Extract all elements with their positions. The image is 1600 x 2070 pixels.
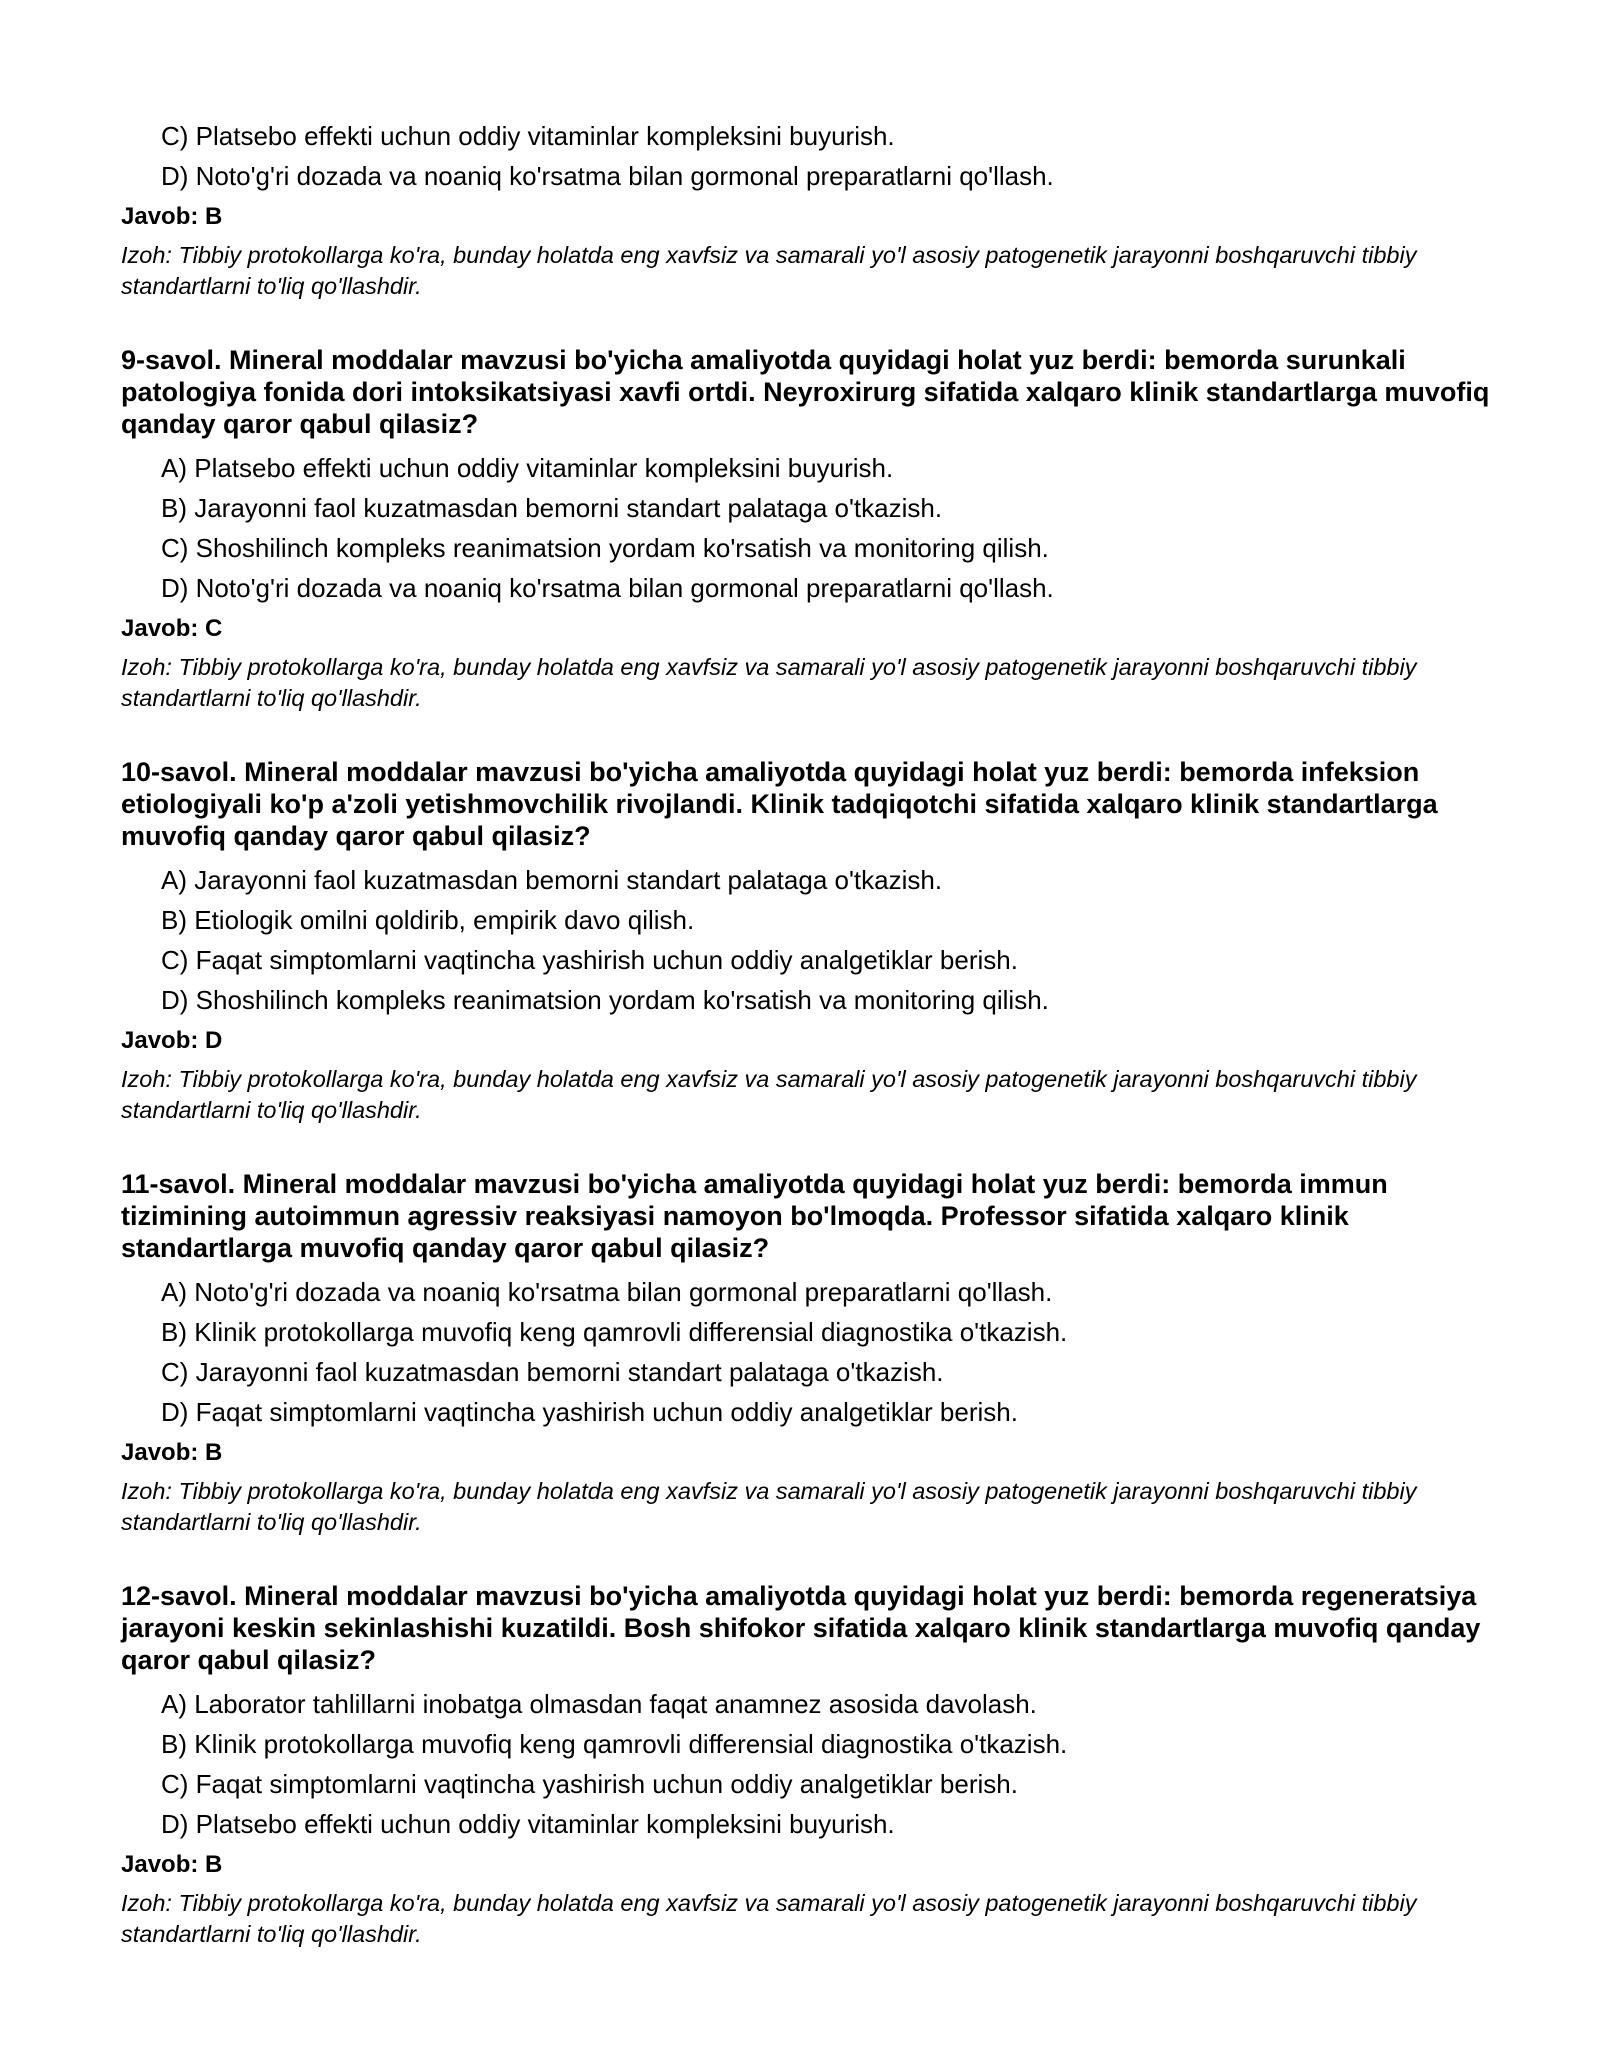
option-c: C) Shoshilinch kompleks reanimatsion yordam ko'rsatish va monitoring qilish.: [161, 533, 1049, 563]
explanation-note: Izoh: Tibbiy protokollarga ko'ra, bunday holatda eng xavfsiz va samarali yo'l asosiy patogenetik jarayonni boshqaruvchi tibbiy standartlarni to'liq qo'llashdir.: [121, 1478, 1417, 1535]
question-8-continuation: [121, 116, 1491, 302]
option-a: A) Noto'g'ri dozada va noaniq ko'rsatma bilan gormonal preparatlarni qo'llash.: [161, 1277, 1053, 1307]
question-title: 12-savol. Mineral moddalar mavzusi bo'yicha amaliyotda quyidagi holat yuz berdi: bemorda regeneratsiya jarayoni keskin sekinlashishi kuzatildi. Bosh shifokor sifatida xalqaro klinik standartlarga muvofiq qanday qaror qabul qilasiz?: [121, 1581, 1481, 1675]
option-d: D) Platsebo effekti uchun oddiy vitaminlar kompleksini buyurish.: [161, 1809, 895, 1839]
option-d: D) Faqat simptomlarni vaqtincha yashirish uchun oddiy analgetiklar berish.: [161, 1397, 1018, 1427]
answer-label: Javob: D: [121, 1027, 223, 1054]
question-title: 10-savol. Mineral moddalar mavzusi bo'yicha amaliyotda quyidagi holat yuz berdi: bemorda infeksion etiologiyali ko'p a'zoli yetishmovchilik rivojlandi. Klinik tadqiqotchi sifatida xalqaro klinik standartlarga muvofiq qanday qaror qabul qilasiz?: [121, 757, 1438, 851]
question-12: [121, 1580, 1491, 1950]
question-title: 9-savol. Mineral moddalar mavzusi bo'yicha amaliyotda quyidagi holat yuz berdi: bemorda surunkali patologiya fonida dori intoksikatsiyasi xavfi ortdi. Neyroxirurg sifatida xalqaro klinik standartlarga muvofiq qanday qaror qabul qilasiz?: [121, 345, 1490, 439]
question-10: [121, 756, 1491, 1126]
option-d: D) Shoshilinch kompleks reanimatsion yordam ko'rsatish va monitoring qilish.: [161, 985, 1049, 1015]
option-list: [121, 860, 1491, 1020]
option-c: C) Faqat simptomlarni vaqtincha yashirish uchun oddiy analgetiklar berish.: [161, 1769, 1018, 1799]
question-title: 11-savol. Mineral moddalar mavzusi bo'yicha amaliyotda quyidagi holat yuz berdi: bemorda immun tizimining autoimmun agressiv reaksiyasi namoyon bo'lmoqda. Professor sifatida xalqaro klinik standartlarga muvofiq qanday qaror qabul qilasiz?: [121, 1169, 1388, 1263]
option-list: [121, 116, 1491, 196]
explanation-note: Izoh: Tibbiy protokollarga ko'ra, bunday holatda eng xavfsiz va samarali yo'l asosiy patogenetik jarayonni boshqaruvchi tibbiy standartlarni to'liq qo'llashdir.: [121, 1890, 1417, 1947]
option-c: C) Jarayonni faol kuzatmasdan bemorni standart palataga o'tkazish.: [161, 1357, 944, 1387]
option-list: [121, 448, 1491, 608]
answer-label: Javob: B: [121, 1851, 223, 1878]
question-11: [121, 1168, 1491, 1538]
option-list: [121, 1684, 1491, 1844]
option-b: B) Jarayonni faol kuzatmasdan bemorni standart palataga o'tkazish.: [161, 493, 943, 523]
option-c: C) Platsebo effekti uchun oddiy vitaminlar kompleksini buyurish.: [161, 121, 895, 151]
option-a: A) Jarayonni faol kuzatmasdan bemorni standart palataga o'tkazish.: [161, 865, 943, 895]
explanation-note: Izoh: Tibbiy protokollarga ko'ra, bunday holatda eng xavfsiz va samarali yo'l asosiy patogenetik jarayonni boshqaruvchi tibbiy standartlarni to'liq qo'llashdir.: [121, 242, 1417, 299]
answer-label: Javob: B: [121, 1439, 223, 1466]
option-b: B) Klinik protokollarga muvofiq keng qamrovli differensial diagnostika o'tkazish.: [161, 1729, 1068, 1759]
question-9: [121, 344, 1491, 714]
explanation-note: Izoh: Tibbiy protokollarga ko'ra, bunday holatda eng xavfsiz va samarali yo'l asosiy patogenetik jarayonni boshqaruvchi tibbiy standartlarni to'liq qo'llashdir.: [121, 654, 1417, 711]
option-b: B) Klinik protokollarga muvofiq keng qamrovli differensial diagnostika o'tkazish.: [161, 1317, 1068, 1347]
option-a: A) Laborator tahlillarni inobatga olmasdan faqat anamnez asosida davolash.: [161, 1689, 1037, 1719]
option-d: D) Noto'g'ri dozada va noaniq ko'rsatma bilan gormonal preparatlarni qo'llash.: [161, 573, 1054, 603]
option-list: [121, 1272, 1491, 1432]
option-c: C) Faqat simptomlarni vaqtincha yashirish uchun oddiy analgetiklar berish.: [161, 945, 1018, 975]
option-b: B) Etiologik omilni qoldirib, empirik davo qilish.: [161, 905, 695, 935]
option-d: D) Noto'g'ri dozada va noaniq ko'rsatma bilan gormonal preparatlarni qo'llash.: [161, 161, 1054, 191]
answer-label: Javob: C: [121, 615, 223, 642]
option-a: A) Platsebo effekti uchun oddiy vitaminlar kompleksini buyurish.: [161, 453, 894, 483]
explanation-note: Izoh: Tibbiy protokollarga ko'ra, bunday holatda eng xavfsiz va samarali yo'l asosiy patogenetik jarayonni boshqaruvchi tibbiy standartlarni to'liq qo'llashdir.: [121, 1066, 1417, 1123]
document-page: [121, 116, 1491, 1992]
answer-label: Javob: B: [121, 203, 223, 230]
